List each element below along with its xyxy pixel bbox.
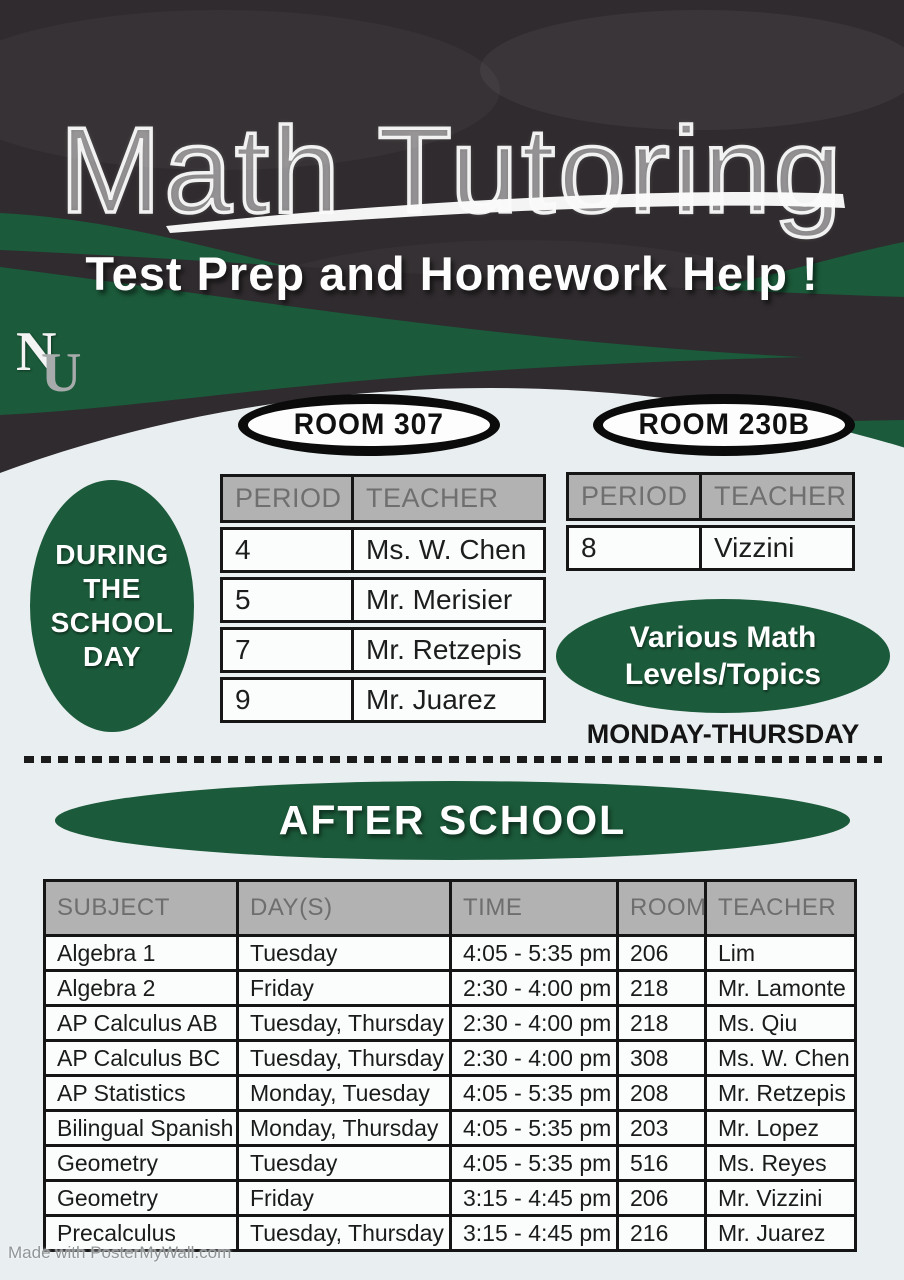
teacher-cell: Mr. Juarez xyxy=(706,1216,856,1251)
period-column-header: PERIOD xyxy=(223,477,354,520)
teacher-cell: Mr. Retzepis xyxy=(366,634,522,665)
teacher-cell: Vizzini xyxy=(714,532,795,563)
subject-cell: Bilingual Spanish xyxy=(45,1111,238,1146)
time-cell: 4:05 - 5:35 pm xyxy=(451,936,618,971)
badge-line: DAY xyxy=(82,641,142,672)
room-307-label: ROOM 307 xyxy=(293,408,445,441)
table-row xyxy=(45,1111,856,1146)
teacher-cell: Mr. Juarez xyxy=(366,684,497,715)
room-cell: 206 xyxy=(618,936,706,971)
table-row xyxy=(566,525,855,571)
subject-cell: Precalculus xyxy=(45,1216,238,1251)
monday-thursday-note: MONDAY-THURSDAY xyxy=(586,719,860,749)
table-row xyxy=(45,1146,856,1181)
subject-cell: AP Calculus AB xyxy=(45,1006,238,1041)
period-column-header: PERIOD xyxy=(569,475,702,518)
time-cell: 2:30 - 4:00 pm xyxy=(451,1041,618,1076)
teacher-cell: Mr. Lopez xyxy=(706,1111,856,1146)
table-row xyxy=(45,971,856,1006)
time-cell: 2:30 - 4:00 pm xyxy=(451,971,618,1006)
table-header-row xyxy=(220,474,546,523)
days-cell: Monday, Thursday xyxy=(238,1111,451,1146)
time-cell: 4:05 - 5:35 pm xyxy=(451,1146,618,1181)
room-230b-label: ROOM 230B xyxy=(638,408,810,441)
days-cell: Friday xyxy=(238,1181,451,1216)
room-230b-schedule-table xyxy=(566,472,855,575)
room-cell: 216 xyxy=(618,1216,706,1251)
table-row xyxy=(45,1181,856,1216)
room-cell: 203 xyxy=(618,1111,706,1146)
dashed-divider xyxy=(24,756,882,763)
subject-cell: Algebra 2 xyxy=(45,971,238,1006)
room-cell: 308 xyxy=(618,1041,706,1076)
days-cell: Monday, Tuesday xyxy=(238,1076,451,1111)
teacher-cell: Lim xyxy=(706,936,856,971)
days-cell: Tuesday xyxy=(238,1146,451,1181)
teacher-cell: Mr. Retzepis xyxy=(706,1076,856,1111)
period-cell: 8 xyxy=(569,528,702,568)
days-column-header: DAY(S) xyxy=(238,881,451,936)
subject-cell: Geometry xyxy=(45,1181,238,1216)
subject-cell: AP Statistics xyxy=(45,1076,238,1111)
subject-column-header: SUBJECT xyxy=(45,881,238,936)
days-cell: Friday xyxy=(238,971,451,1006)
room-column-header: ROOM xyxy=(618,881,706,936)
poster-subtitle: Test Prep and Homework Help ! xyxy=(85,247,819,300)
time-column-header: TIME xyxy=(451,881,618,936)
after-school-schedule-table xyxy=(43,879,857,1252)
time-cell: 2:30 - 4:00 pm xyxy=(451,1006,618,1041)
subject-cell: Geometry xyxy=(45,1146,238,1181)
room-cell: 218 xyxy=(618,971,706,1006)
subject-cell: AP Calculus BC xyxy=(45,1041,238,1076)
logo-letter-u: U xyxy=(41,342,82,404)
teacher-column-header: TEACHER xyxy=(714,481,847,511)
badge-line: Various Math xyxy=(629,621,817,654)
room-307-badge xyxy=(238,394,500,456)
room-230b-badge xyxy=(593,394,855,456)
badge-line: Levels/Topics xyxy=(624,658,822,691)
postermywall-watermark: Made with PosterMyWall.com xyxy=(8,1243,232,1262)
time-cell: 4:05 - 5:35 pm xyxy=(451,1111,618,1146)
nu-school-logo xyxy=(16,321,96,408)
teacher-column-header: TEACHER xyxy=(706,881,856,936)
days-cell: Tuesday, Thursday xyxy=(238,1216,451,1251)
table-row xyxy=(220,627,546,673)
table-row xyxy=(220,677,546,723)
teacher-cell: Mr. Lamonte xyxy=(706,971,856,1006)
period-cell: 7 xyxy=(223,630,354,670)
table-row xyxy=(220,527,546,573)
days-cell: Tuesday xyxy=(238,936,451,971)
days-cell: Tuesday, Thursday xyxy=(238,1006,451,1041)
teacher-cell: Ms. Qiu xyxy=(706,1006,856,1041)
room-307-schedule-table xyxy=(220,474,546,727)
after-school-badge: AFTER SCHOOL xyxy=(55,781,850,860)
logo-letter-n: N xyxy=(16,321,57,383)
time-cell: 3:15 - 4:45 pm xyxy=(451,1181,618,1216)
poster-title: Math Tutoring xyxy=(59,101,845,238)
teacher-cell: Ms. W. Chen xyxy=(366,534,527,565)
teacher-cell: Mr. Merisier xyxy=(366,584,513,615)
days-cell: Tuesday, Thursday xyxy=(238,1041,451,1076)
room-cell: 516 xyxy=(618,1146,706,1181)
table-row xyxy=(45,1076,856,1111)
badge-line: DURING xyxy=(55,539,169,570)
table-header-row xyxy=(566,472,855,521)
table-row xyxy=(220,577,546,623)
period-cell: 9 xyxy=(223,680,354,720)
badge-line: THE xyxy=(83,573,141,604)
time-cell: 4:05 - 5:35 pm xyxy=(451,1076,618,1111)
teacher-cell: Ms. Reyes xyxy=(706,1146,856,1181)
period-cell: 5 xyxy=(223,580,354,620)
time-cell: 3:15 - 4:45 pm xyxy=(451,1216,618,1251)
badge-line: SCHOOL xyxy=(50,607,174,638)
table-row xyxy=(45,1006,856,1041)
table-header-row xyxy=(45,881,856,936)
teacher-cell: Mr. Vizzini xyxy=(706,1181,856,1216)
room-cell: 206 xyxy=(618,1181,706,1216)
various-math-levels-badge xyxy=(556,599,890,713)
room-cell: 208 xyxy=(618,1076,706,1111)
during-school-day-badge xyxy=(30,480,194,732)
subject-cell: Algebra 1 xyxy=(45,936,238,971)
teacher-column-header: TEACHER xyxy=(366,483,499,513)
table-row xyxy=(45,936,856,971)
teacher-cell: Ms. W. Chen xyxy=(706,1041,856,1076)
room-cell: 218 xyxy=(618,1006,706,1041)
period-cell: 4 xyxy=(223,530,354,570)
table-row xyxy=(45,1041,856,1076)
